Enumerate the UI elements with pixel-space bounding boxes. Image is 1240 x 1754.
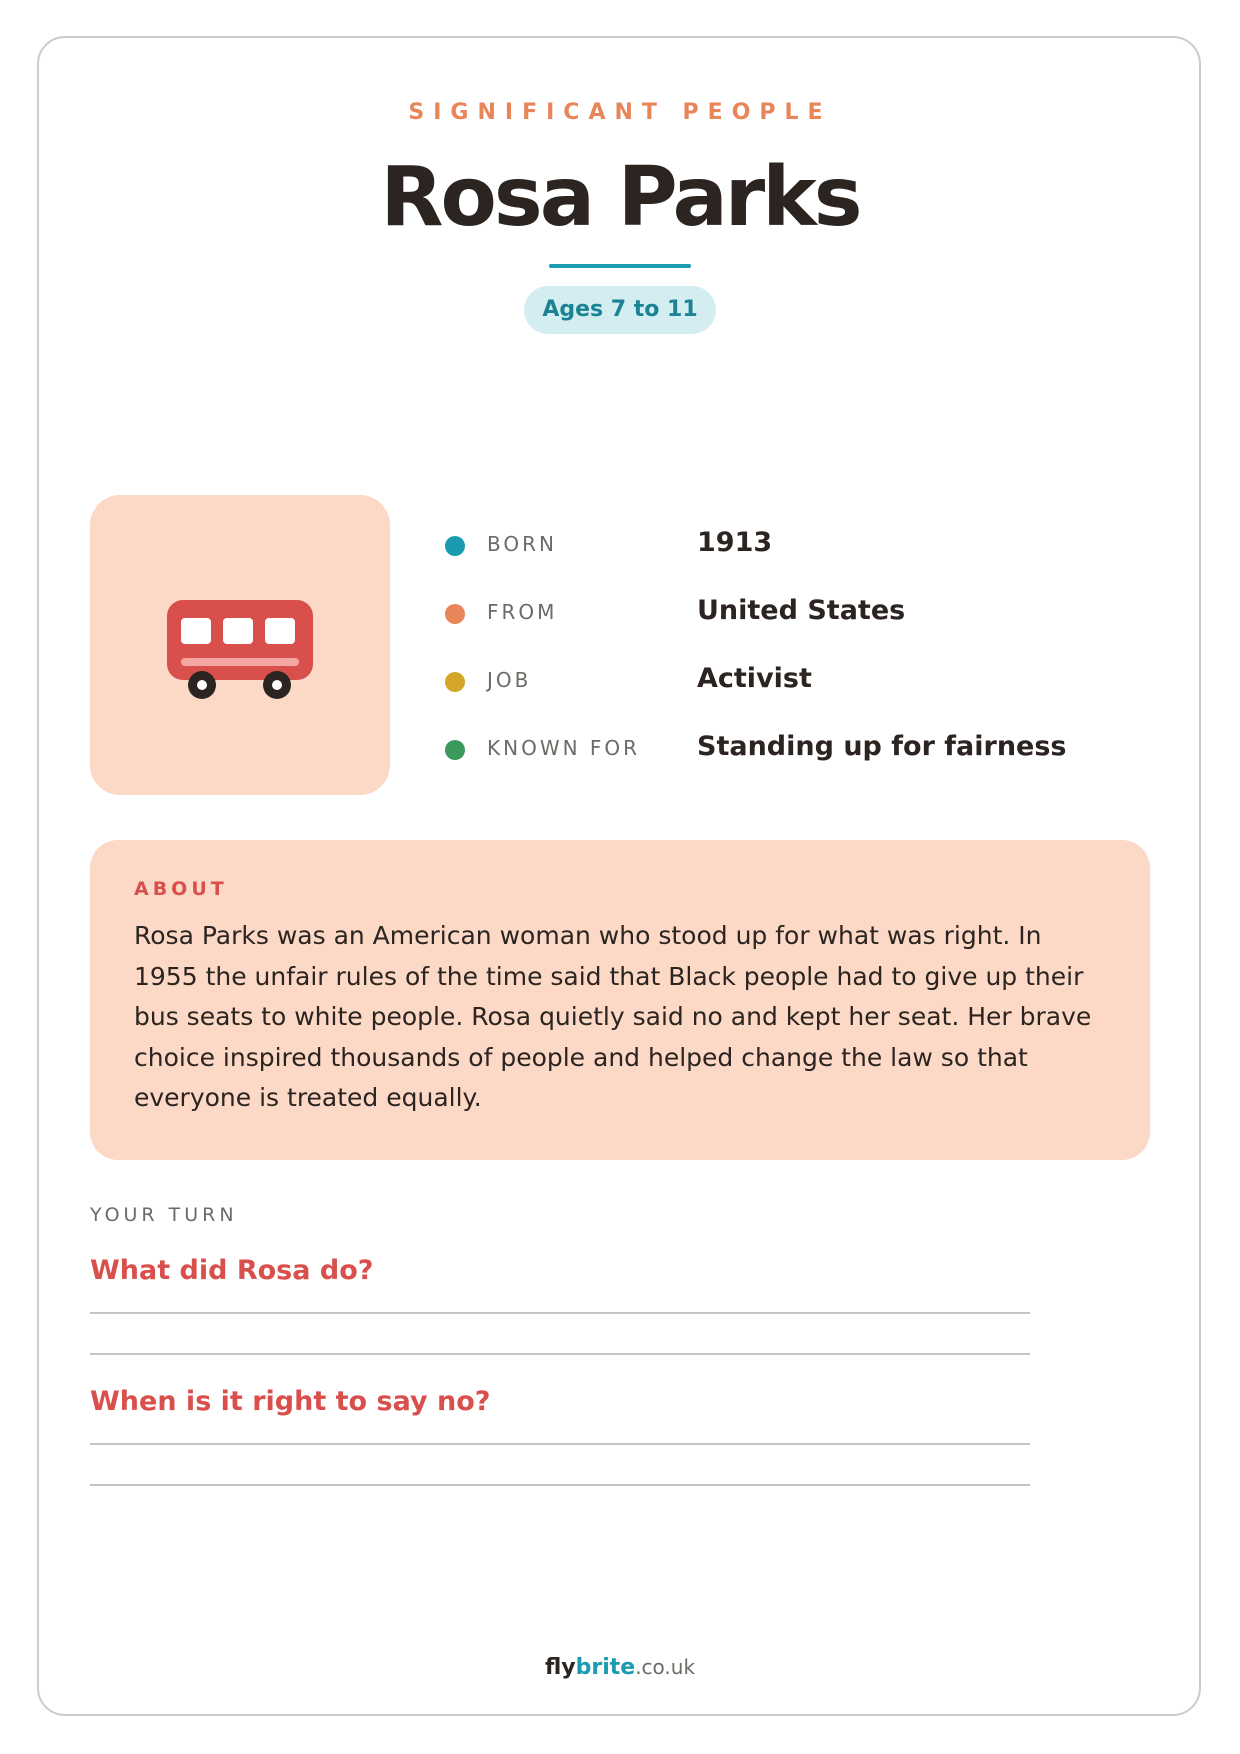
question-2: When is it right to say no?: [90, 1386, 491, 1417]
fact-dot: [445, 604, 465, 624]
answer-line[interactable]: [90, 1353, 1030, 1355]
page-title: Rosa Parks: [380, 150, 860, 245]
fact-label: KNOWN FOR: [487, 736, 641, 760]
footer-brand: [0, 1655, 1240, 1680]
fact-list: [445, 510, 1145, 782]
about-panel: [90, 840, 1150, 1160]
about-text: Rosa Parks was an American woman who stood up for what was right. In 1955 the unfair rules of the time said that Black people had to give up their bus seats to white people. Rosa quietly said no and kept her seat. Her brave choice inspired thousands of people and helped change the law so that everyone is treated equally.: [134, 921, 1092, 1112]
fact-dot: [445, 672, 465, 692]
fact-value: United States: [697, 595, 906, 626]
question-1: What did Rosa do?: [90, 1255, 374, 1286]
bus-icon: [165, 600, 315, 700]
brand-domain: .co.uk: [635, 1655, 696, 1679]
fact-dot: [445, 740, 465, 760]
fact-label: FROM: [487, 600, 558, 624]
fact-row-born: [445, 510, 1145, 578]
fact-value: Activist: [697, 663, 812, 694]
age-range-badge: Ages 7 to 11: [524, 286, 716, 334]
your-turn-heading: YOUR TURN: [90, 1204, 238, 1226]
about-heading: ABOUT: [134, 878, 228, 900]
category-eyebrow: SIGNIFICANT PEOPLE: [408, 100, 832, 125]
fact-row-known-for: [445, 714, 1145, 782]
fact-value: 1913: [697, 527, 773, 558]
fact-row-job: [445, 646, 1145, 714]
title-underline: [549, 264, 691, 268]
fact-row-from: [445, 578, 1145, 646]
fact-value: Standing up for fairness: [697, 731, 1067, 762]
fact-label: BORN: [487, 532, 557, 556]
icon-tile: [90, 495, 390, 795]
brand-part-brite: brite: [575, 1655, 636, 1680]
fact-label: JOB: [487, 668, 532, 692]
answer-line[interactable]: [90, 1443, 1030, 1445]
answer-line[interactable]: [90, 1312, 1030, 1314]
answer-line[interactable]: [90, 1484, 1030, 1486]
brand-part-fly: fly: [544, 1655, 576, 1680]
fact-dot: [445, 536, 465, 556]
